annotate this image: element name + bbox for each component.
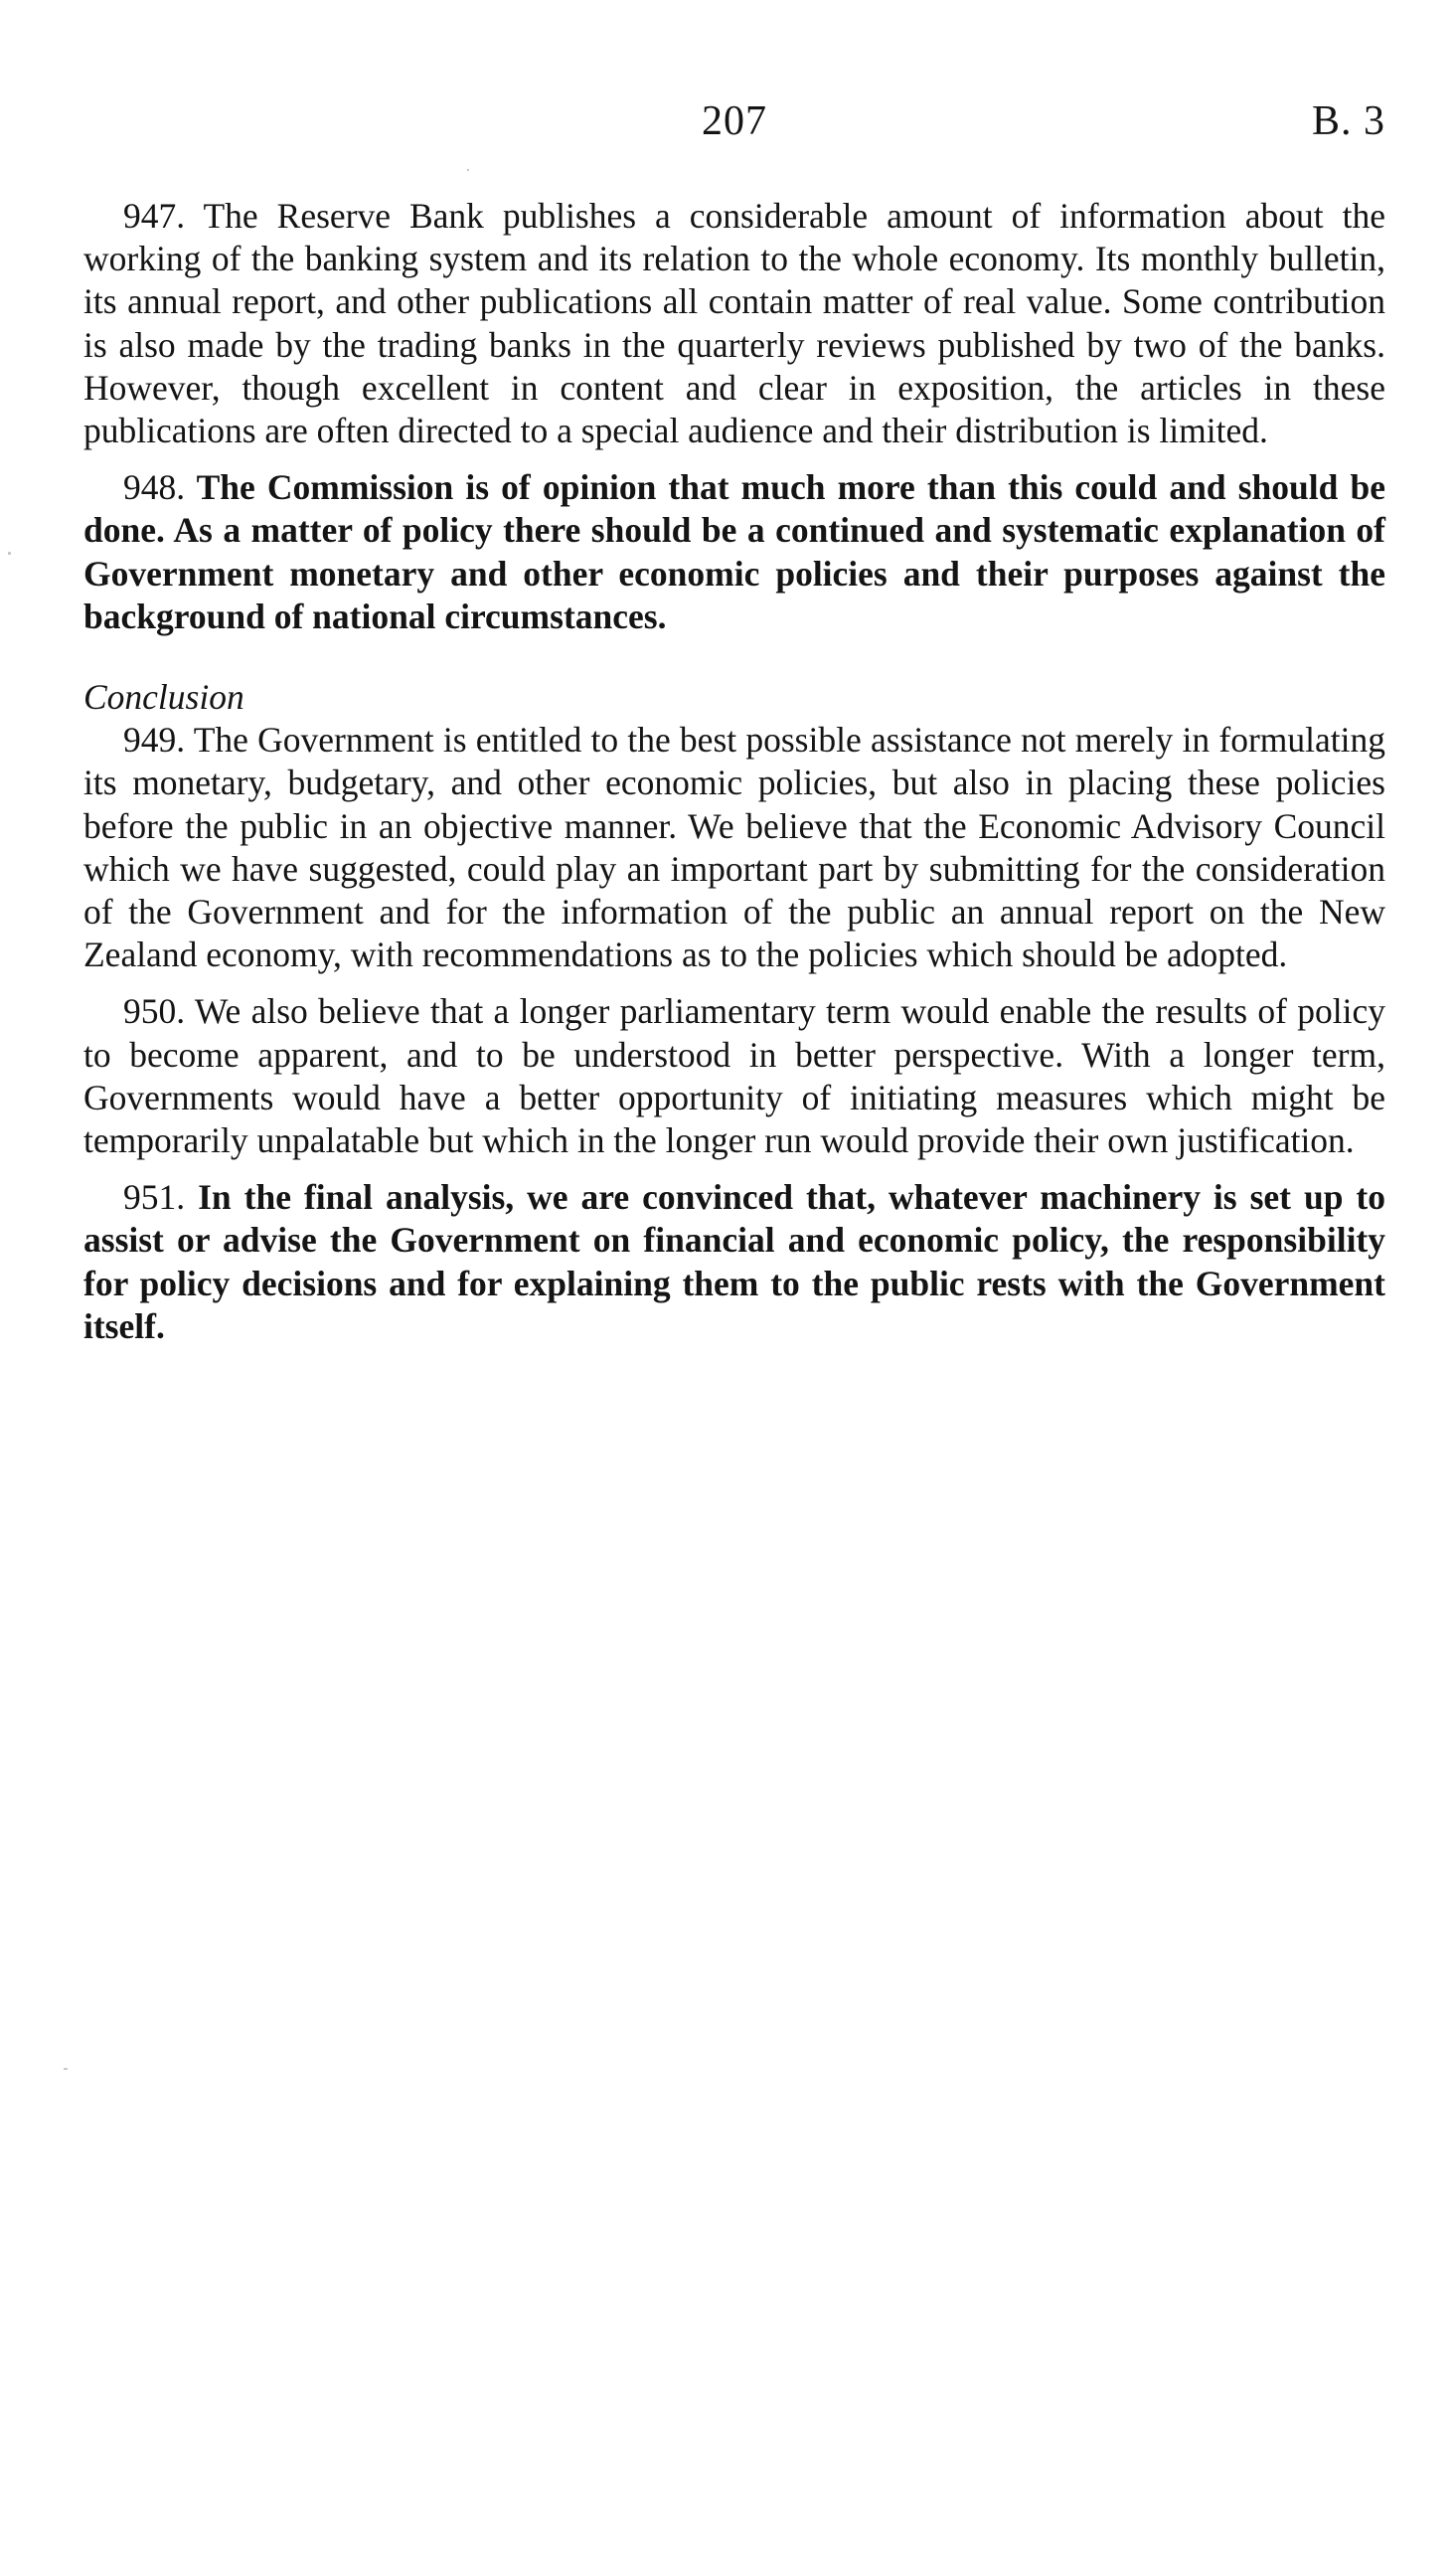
paragraph-text: The Reserve Bank publishes a considerable amount of information about the working of the banking system and its relation to the whole economy. Its monthly bulletin, its annual report, and other publications all contain matter of real value. Some contribution is also made by the trading banks in the quarterly reviews published by two of the banks. However, though excellent in content and clear in exposition, the articles in these publications are often directed to a special audience and their distribution is limited.	[83, 196, 1386, 451]
paragraph-number: 951.	[123, 1177, 186, 1218]
page-number: 207	[702, 98, 767, 144]
body-text	[83, 195, 1385, 1362]
paragraph-text: We also believe that a longer parliamentary term would enable the results of policy to become apparent, and to be understood in better perspective. With a longer term, Governments would have a better opportunity of initiating measures which might be temporarily unpalatable but which in the longer run would provide their own justification.	[83, 991, 1385, 1161]
paragraph-number: 950.	[123, 991, 186, 1032]
paragraph-text: In the final analysis, we are convinced that, whatever machinery is set up to assist or advise the Government on financial and economic policy, the responsibility for policy decisions and for explaining them to the public rests with the Government itself.	[83, 1177, 1385, 1346]
paragraph-text: The Government is entitled to the best possible assistance not merely in formulating its monetary, budgetary, and other economic policies, but also in placing these policies before the public in an objective manner. We believe that the Economic Advisory Council which we have suggested, could play an important part by submitting for the consideration of the Government and for the information of the public an annual report on the New Zealand economy, with recommendations as to the policies which should be adopted.	[83, 720, 1386, 975]
paragraph-text: The Commission is of opinion that much more than this could and should be done. As a matter of policy there should be a continued and systematic explanation of Government monetary and other economic policies and their purposes against the background of national circumstances.	[83, 467, 1386, 636]
paragraph-number: 949.	[123, 720, 186, 761]
paragraph-number: 948.	[123, 467, 186, 508]
document-reference: B. 3	[1311, 98, 1385, 144]
paragraph-948	[83, 466, 1385, 638]
scan-speck	[8, 552, 11, 555]
paragraph-949	[83, 719, 1385, 976]
page-header	[83, 97, 1385, 157]
paragraph-951	[83, 1176, 1385, 1348]
paragraph-947	[83, 195, 1385, 452]
paragraph-950	[83, 990, 1385, 1162]
scan-speck	[467, 169, 469, 171]
section-heading: Conclusion	[83, 677, 244, 718]
scan-speck	[64, 2068, 68, 2070]
paragraph-number: 947.	[123, 196, 186, 236]
